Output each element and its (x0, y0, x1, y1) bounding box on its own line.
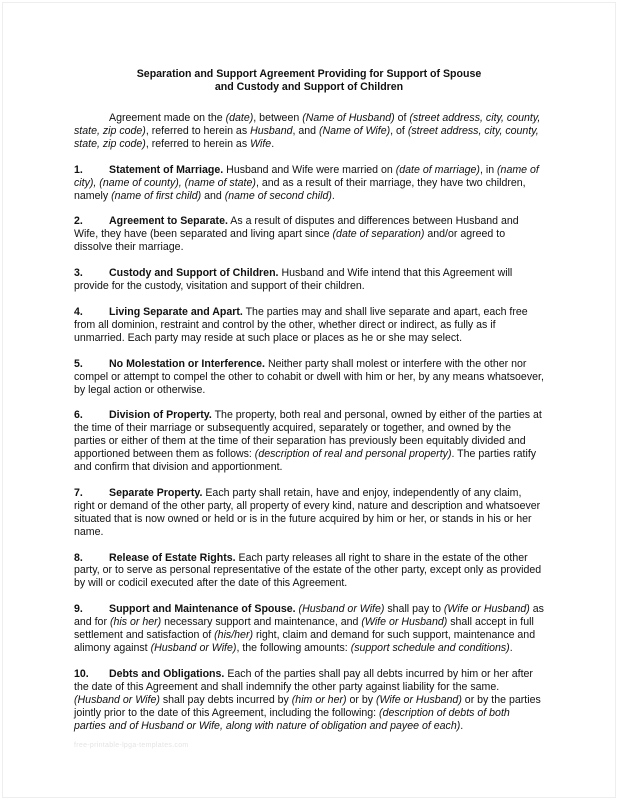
section-heading: Division of Property. (109, 409, 212, 422)
section-number: 4. (74, 305, 83, 318)
section-heading: Separate Property. (109, 486, 203, 499)
body-text: , and (292, 124, 319, 137)
section-paragraph (74, 409, 544, 474)
section-4 (74, 306, 544, 345)
section-number: 7. (74, 486, 83, 499)
body-text: The property, both real and personal, owned by either of the parties at the time of their marriage or subsequently acquired, separately or together, and owned by the parties or either of them at the time of their separation has previously been equitably divided and apportioned between them as follows: (74, 409, 542, 461)
body-text: or by (346, 693, 376, 706)
placeholder-text: (description of real and personal property) (254, 448, 452, 461)
body-text: Husband and Wife intend that this Agreement will provide for the custody, visitation and support of their children. (74, 267, 513, 293)
body-text: , between (253, 112, 303, 124)
section-heading: Statement of Marriage. (109, 163, 224, 176)
body-text: The parties may and shall live separate and apart, each free from all dominion, restraint and control by the other, whether direct or indirect, as fully as if unmarried. Each party may reside at such place or places as he or she may select. (74, 305, 528, 344)
placeholder-text: (Name of Husband) (302, 112, 395, 124)
body-text: . (460, 719, 464, 732)
section-5 (74, 358, 544, 397)
section-number: 9. (74, 603, 83, 616)
placeholder-text: (Husband or Wife) (298, 603, 385, 616)
section-10 (74, 668, 544, 733)
section-number: 3. (74, 267, 83, 280)
section-heading: Release of Estate Rights. (109, 551, 236, 564)
section-paragraph (74, 306, 544, 345)
section-paragraph (74, 603, 544, 655)
watermark-text: free-printable-lpga-templates.com (74, 742, 189, 749)
placeholder-text: (Wife or Husband) (361, 616, 448, 629)
section-6 (74, 409, 544, 474)
body-text: Each party shall retain, have and enjoy, independently of any claim, right or demand of the other party, all property of every kind, nature and description and whatsoever situated that is now owned or held or is in the future acquired by him or her, or stands in his or her name. (74, 486, 541, 538)
body-text: as and for (74, 603, 544, 629)
section-paragraph (74, 215, 544, 254)
section-heading: Custody and Support of Children. (109, 267, 279, 280)
section-paragraph (74, 552, 544, 591)
section-paragraph (74, 164, 544, 203)
body-text: right, claim and demand for such support, maintenance and alimony against (74, 629, 536, 654)
placeholder-text: Husband (250, 124, 293, 137)
placeholder-text: (date) (225, 112, 254, 124)
body-text: shall pay debts incurred by (159, 693, 292, 706)
intro-paragraph (74, 112, 544, 151)
body-text: Each party releases all right to share in the estate of the other party, or to serve as personal representative of the estate of the other party, except only as provided by will or codicil executed after the date of this Agreement. (74, 551, 542, 590)
section-8 (74, 552, 544, 591)
placeholder-text: Wife (250, 137, 272, 150)
body-text: Husband and Wife were married on (223, 163, 396, 176)
placeholder-text: (description of debts of both parties and of Husband or Wife, along with nature of obligation and payee of each) (74, 706, 510, 732)
body-text: or by the parties jointly prior to the date of this Agreement, including the following: (74, 693, 541, 719)
section-number: 5. (74, 357, 83, 370)
section-heading: No Molestation or Interference. (109, 357, 265, 370)
body-text: , referred to herein as (145, 137, 251, 150)
section-9 (74, 603, 544, 655)
body-text: and/or agreed to dissolve their marriage. (74, 228, 506, 254)
body-text: and (201, 189, 225, 202)
body-text: shall accept in full settlement and satisfaction of (74, 616, 534, 642)
placeholder-text: (his or her) (109, 616, 162, 629)
placeholder-text: (date of marriage) (395, 163, 480, 176)
body-text: As a result of disputes and differences between Husband and Wife, they have (been separated and living apart since (74, 215, 519, 241)
body-text: . (271, 137, 275, 150)
title-line-2: and Custody and Support of Children (214, 81, 404, 93)
section-paragraph (74, 668, 544, 733)
placeholder-text: (Wife or Husband) (443, 603, 530, 616)
placeholder-text: (Name of Wife) (319, 124, 391, 137)
body-text: necessary support and maintenance, and (161, 616, 362, 629)
section-paragraph (74, 358, 544, 397)
placeholder-text: (name of first child) (111, 189, 202, 202)
body-text: . The parties ratify and confirm that division and apportionment. (74, 448, 537, 474)
body-text: Agreement made on the (109, 112, 226, 124)
section-paragraph (74, 267, 544, 293)
body-text: , and as a result of their marriage, they have two children, namely (74, 176, 526, 202)
placeholder-text: (Wife or Husband) (375, 693, 462, 706)
placeholder-text: (street address, city, county, state, zip code) (74, 124, 539, 150)
body-text: . (331, 189, 335, 202)
body-text: of (394, 112, 410, 124)
section-number: 10. (74, 667, 89, 680)
body-text: , referred to herein as (145, 124, 251, 137)
placeholder-text: (date of separation) (332, 228, 425, 241)
section-heading: Living Separate and Apart. (109, 305, 243, 318)
body-text: . (509, 642, 513, 654)
body-text: , of (390, 124, 408, 137)
section-heading: Support and Maintenance of Spouse. (109, 603, 296, 616)
section-number: 1. (74, 163, 83, 176)
section-heading: Agreement to Separate. (109, 215, 228, 228)
section-number: 8. (74, 551, 83, 564)
placeholder-text: (Husband or Wife) (74, 693, 160, 706)
section-2 (74, 215, 544, 254)
placeholder-text: (him or her) (291, 693, 347, 706)
section-paragraph (74, 487, 544, 539)
body-text: , in (479, 163, 498, 176)
placeholder-text: (name of city), (name of county), (name of state) (74, 163, 539, 189)
sections-list (74, 164, 544, 733)
section-7 (74, 487, 544, 539)
section-number: 6. (74, 409, 83, 422)
placeholder-text: (his/her) (214, 629, 254, 642)
section-3 (74, 267, 544, 293)
placeholder-text: (Husband or Wife) (150, 642, 237, 654)
body-text: Each of the parties shall pay all debts incurred by him or her after the date of this Agreement and shall indemnify the other party against liability for the same. (74, 667, 533, 693)
section-heading: Debts and Obligations. (109, 667, 225, 680)
section-1 (74, 164, 544, 203)
body-text: Neither party shall molest or interfere with the other nor compel or attempt to compel the other to cohabit or dwell with him or her, by any means whatsoever, by legal action or otherwise. (74, 357, 544, 396)
placeholder-text: (support schedule and conditions) (350, 642, 510, 654)
placeholder-text: (name of second child) (224, 189, 332, 202)
title-line-1: Separation and Support Agreement Providing for Support of Spouse (136, 68, 482, 80)
section-number: 2. (74, 215, 83, 228)
placeholder-text: (street address, city, county, state, zip code) (74, 112, 541, 137)
body-text: , the following amounts: (236, 642, 351, 654)
document-title (74, 68, 544, 94)
body-text: shall pay to (384, 603, 444, 616)
